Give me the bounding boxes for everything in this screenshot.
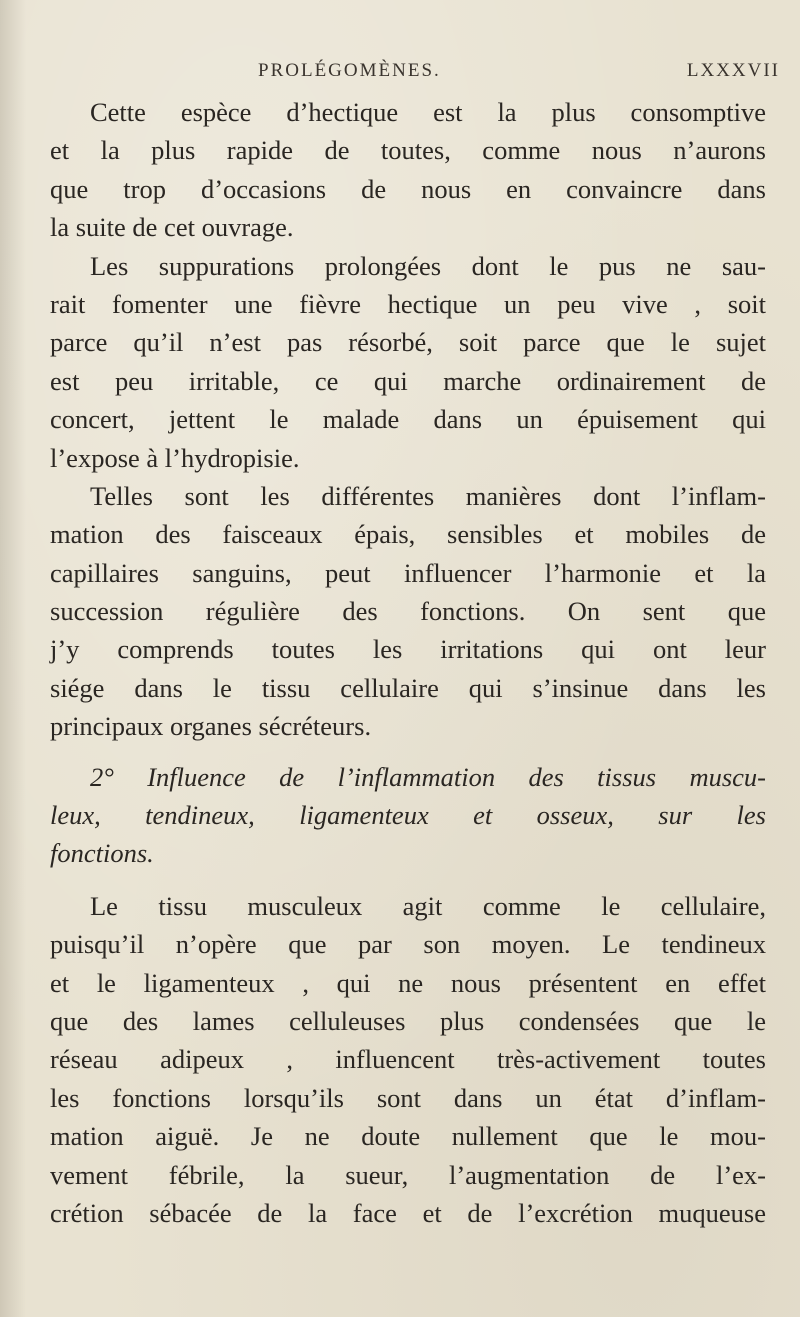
- text-line: que des lames celluleuses plus condensées que le: [50, 1005, 766, 1036]
- text-line: puisqu’il n’opère que par son moyen. Le tendineux: [50, 929, 766, 960]
- spacer: [50, 873, 766, 887]
- heading-line: 2° Influence de l’inflammation des tissus muscu-: [90, 761, 766, 792]
- text-line: mation aiguë. Je ne doute nullement que le mou-: [50, 1121, 766, 1152]
- text-line: et le ligamenteux , qui ne nous présentent en effet: [50, 967, 766, 998]
- text-line: siége dans le tissu cellulaire qui s’insinue dans les: [50, 672, 766, 703]
- text-line: réseau adipeux , influencent très-activement toutes: [50, 1044, 766, 1075]
- text-line: Les suppurations prolongées dont le pus ne sau-: [90, 250, 766, 281]
- page-number: LXXXVII: [686, 60, 780, 81]
- text-line: que trop d’occasions de nous en convaincre dans: [50, 173, 766, 204]
- text-line: concert, jettent le malade dans un épuisement qui: [50, 404, 766, 435]
- paragraph-telles: [50, 477, 766, 746]
- heading-line: leux, tendineux, ligamenteux et osseux, sur les: [50, 800, 766, 831]
- text-line: j’y comprends toutes les irritations qui ont leur: [50, 634, 766, 665]
- text-line: Telles sont les différentes manières dont l’inflam-: [90, 480, 766, 511]
- section-heading: [50, 758, 766, 873]
- body-text: [50, 93, 766, 1232]
- text-line: les fonctions lorsqu’ils sont dans un état d’inflam-: [50, 1082, 766, 1113]
- text-line: parce qu’il n’est pas résorbé, soit parce que le sujet: [50, 327, 766, 358]
- text-line: crétion sébacée de la face et de l’excrétion muqueuse: [50, 1197, 766, 1228]
- text-line: principaux organes sécréteurs.: [50, 711, 372, 742]
- running-header: [120, 60, 780, 86]
- paragraph-hectique: [50, 93, 766, 247]
- text-line: Cette espèce d’hectique est la plus consomptive: [90, 97, 766, 127]
- text-line: est peu irritable, ce qui marche ordinairement de: [50, 365, 766, 396]
- paragraph-suppurations: [50, 247, 766, 477]
- text-line: mation des faisceaux épais, sensibles et mobiles de: [50, 519, 766, 550]
- text-line: succession régulière des fonctions. On sent que: [50, 596, 766, 627]
- running-title: PROLÉGOMÈNES.: [258, 60, 441, 81]
- text-line: vement fébrile, la sueur, l’augmentation de l’ex-: [50, 1159, 766, 1190]
- text-line: capillaires sanguins, peut influencer l’harmonie et la: [50, 557, 766, 588]
- heading-line: fonctions.: [50, 838, 154, 869]
- text-line: et la plus rapide de toutes, comme nous n’aurons: [50, 135, 766, 166]
- spacer: [50, 746, 766, 758]
- text-line: Le tissu musculeux agit comme le cellulaire,: [90, 890, 766, 921]
- text-line: l’expose à l’hydropisie.: [50, 442, 300, 473]
- text-line: la suite de cet ouvrage.: [50, 212, 294, 243]
- paragraph-tissu-musculeux: [50, 887, 766, 1233]
- text-line: rait fomenter une fièvre hectique un peu vive , soit: [50, 288, 766, 319]
